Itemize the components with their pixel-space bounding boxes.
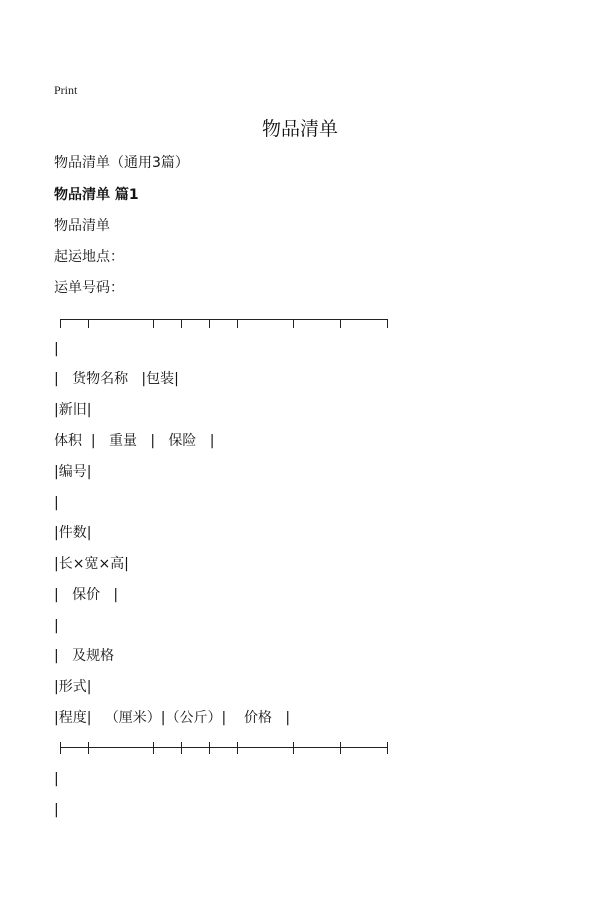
table-line: |程度| （厘米）|（公斤）| 价格 | bbox=[54, 710, 291, 726]
table-line: | bbox=[54, 771, 59, 787]
document-title: 物品清单 bbox=[261, 118, 338, 140]
table-line: |形式| bbox=[54, 679, 92, 695]
body-line-waybill: 运单号码： bbox=[54, 280, 124, 296]
table-line: | 货物名称 |包装| bbox=[54, 371, 179, 387]
body-line-item-list: 物品清单 bbox=[54, 218, 110, 234]
table-line: |长×宽×高| bbox=[54, 556, 129, 572]
table-line: |新旧| bbox=[54, 402, 92, 418]
table-line: | bbox=[54, 341, 59, 357]
table-line: | 保价 | bbox=[54, 587, 119, 603]
table-top-border bbox=[60, 319, 388, 331]
table-line: |编号| bbox=[54, 464, 92, 480]
table-line: | 及规格 bbox=[54, 648, 115, 664]
table-line: 体积 | 重量 | 保险 | bbox=[54, 433, 215, 449]
section-heading: 物品清单 篇1 bbox=[54, 187, 139, 203]
table-line: |件数| bbox=[54, 525, 92, 541]
table-mid-border bbox=[60, 742, 388, 754]
print-label: Print bbox=[54, 83, 78, 97]
table-line: | bbox=[54, 495, 59, 511]
document-subtitle: 物品清单（通用3篇） bbox=[54, 155, 189, 171]
table-line: | bbox=[54, 802, 59, 818]
body-line-origin: 起运地点： bbox=[54, 249, 124, 265]
table-line: | bbox=[54, 618, 59, 634]
